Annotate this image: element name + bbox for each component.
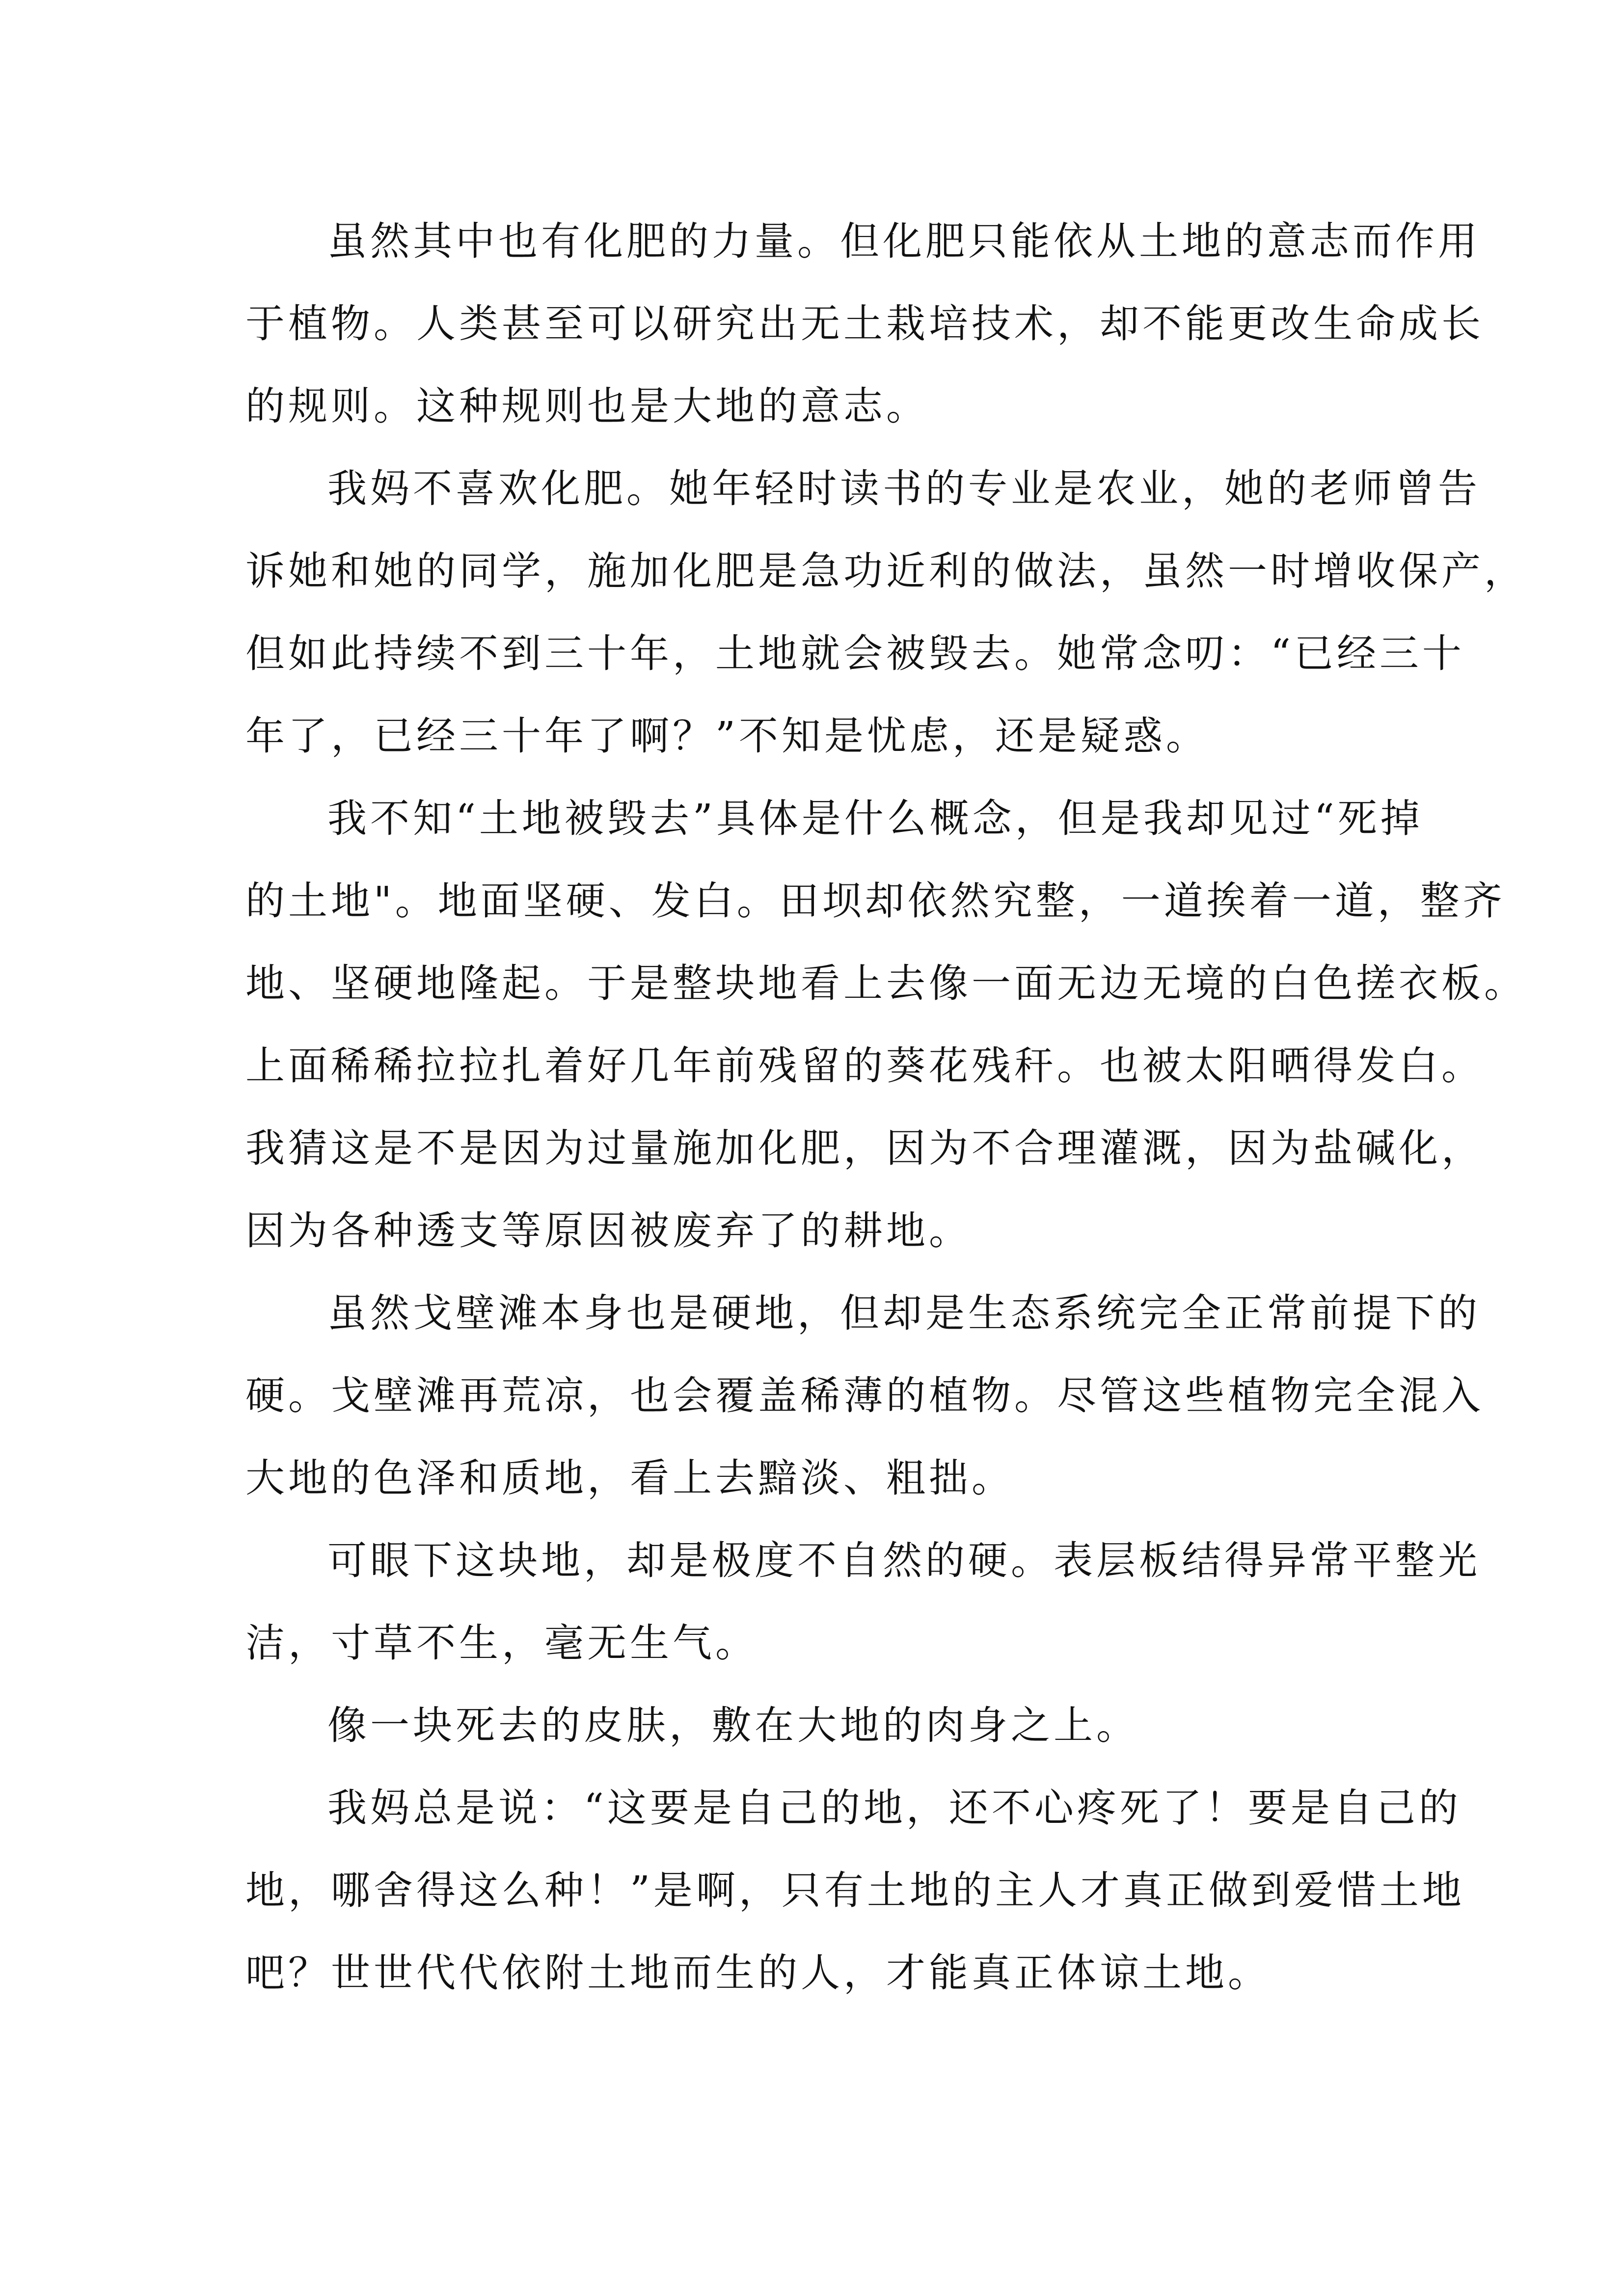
text-line: 吧？世世代代依附土地而生的人，才能真正体谅土地。 <box>245 1950 1271 1996</box>
text-line: 因为各种透支等原因被废弃了的耕地。 <box>245 1208 972 1254</box>
text-line: 地，哪舍得这么种！”是啊，只有土地的主人才真正做到爱惜土地 <box>245 1868 1465 1913</box>
text-line: 上面稀稀拉拉扎着好几年前残留的葵花残秆。也被太阳晒得发白。 <box>245 1043 1484 1089</box>
text-line: 大地的色泽和质地，看上去黯淡、粗拙。 <box>245 1455 1014 1501</box>
text-line: 虽然戈壁滩本身也是硬地，但却是生态系统完全正常前提下的 <box>327 1290 1481 1336</box>
text-line: 但如此持续不到三十年，土地就会被毁去。她常念叨：“已经三十 <box>245 631 1465 676</box>
body-text <box>245 200 1527 2014</box>
text-line: 我不知“土地被毁去”具体是什么概念，但是我却见过“死掉 <box>327 796 1423 841</box>
text-line: 我猜这是不是因为过量施加化肥，因为不合理灌溉，因为盐碱化， <box>245 1125 1484 1171</box>
text-line: 的土地"。地面坚硬、发白。田坝却依然究整，一道挨着一道，整齐 <box>245 878 1506 924</box>
text-line: 洁，寸草不生，毫无生气。 <box>245 1620 758 1666</box>
text-line: 像一块死去的皮肤，敷在大地的肉身之上。 <box>327 1703 1139 1748</box>
text-line: 年了，已经三十年了啊？”不知是忧虑，还是疑惑。 <box>245 713 1209 759</box>
text-line: 于植物。人类甚至可以研究出无土栽培技术，却不能更改生命成长 <box>245 301 1484 347</box>
text-line: 硬。戈壁滩再荒凉，也会覆盖稀薄的植物。尽管这些植物完全混入 <box>245 1373 1484 1418</box>
text-line: 我妈不喜欢化肥。她年轻时读书的专业是农业，她的老师曾告 <box>327 466 1481 511</box>
text-line: 地、坚硬地隆起。于是整块地看上去像一面无边无境的白色搓衣板。 <box>245 961 1527 1006</box>
text-line: 我妈总是说：“这要是自己的地，还不心疼死了！要是自己的 <box>327 1785 1462 1831</box>
text-line: 的规则。这种规则也是大地的意志。 <box>245 383 929 429</box>
text-line: 诉她和她的同学，施加化肥是急功近利的做法，虽然一时增收保产， <box>245 548 1527 594</box>
text-line: 虽然其中也有化肥的力量。但化肥只能依从土地的意志而作用 <box>327 218 1481 264</box>
text-line: 可眼下这块地，却是极度不自然的硬。表层板结得异常平整光 <box>327 1538 1481 1583</box>
